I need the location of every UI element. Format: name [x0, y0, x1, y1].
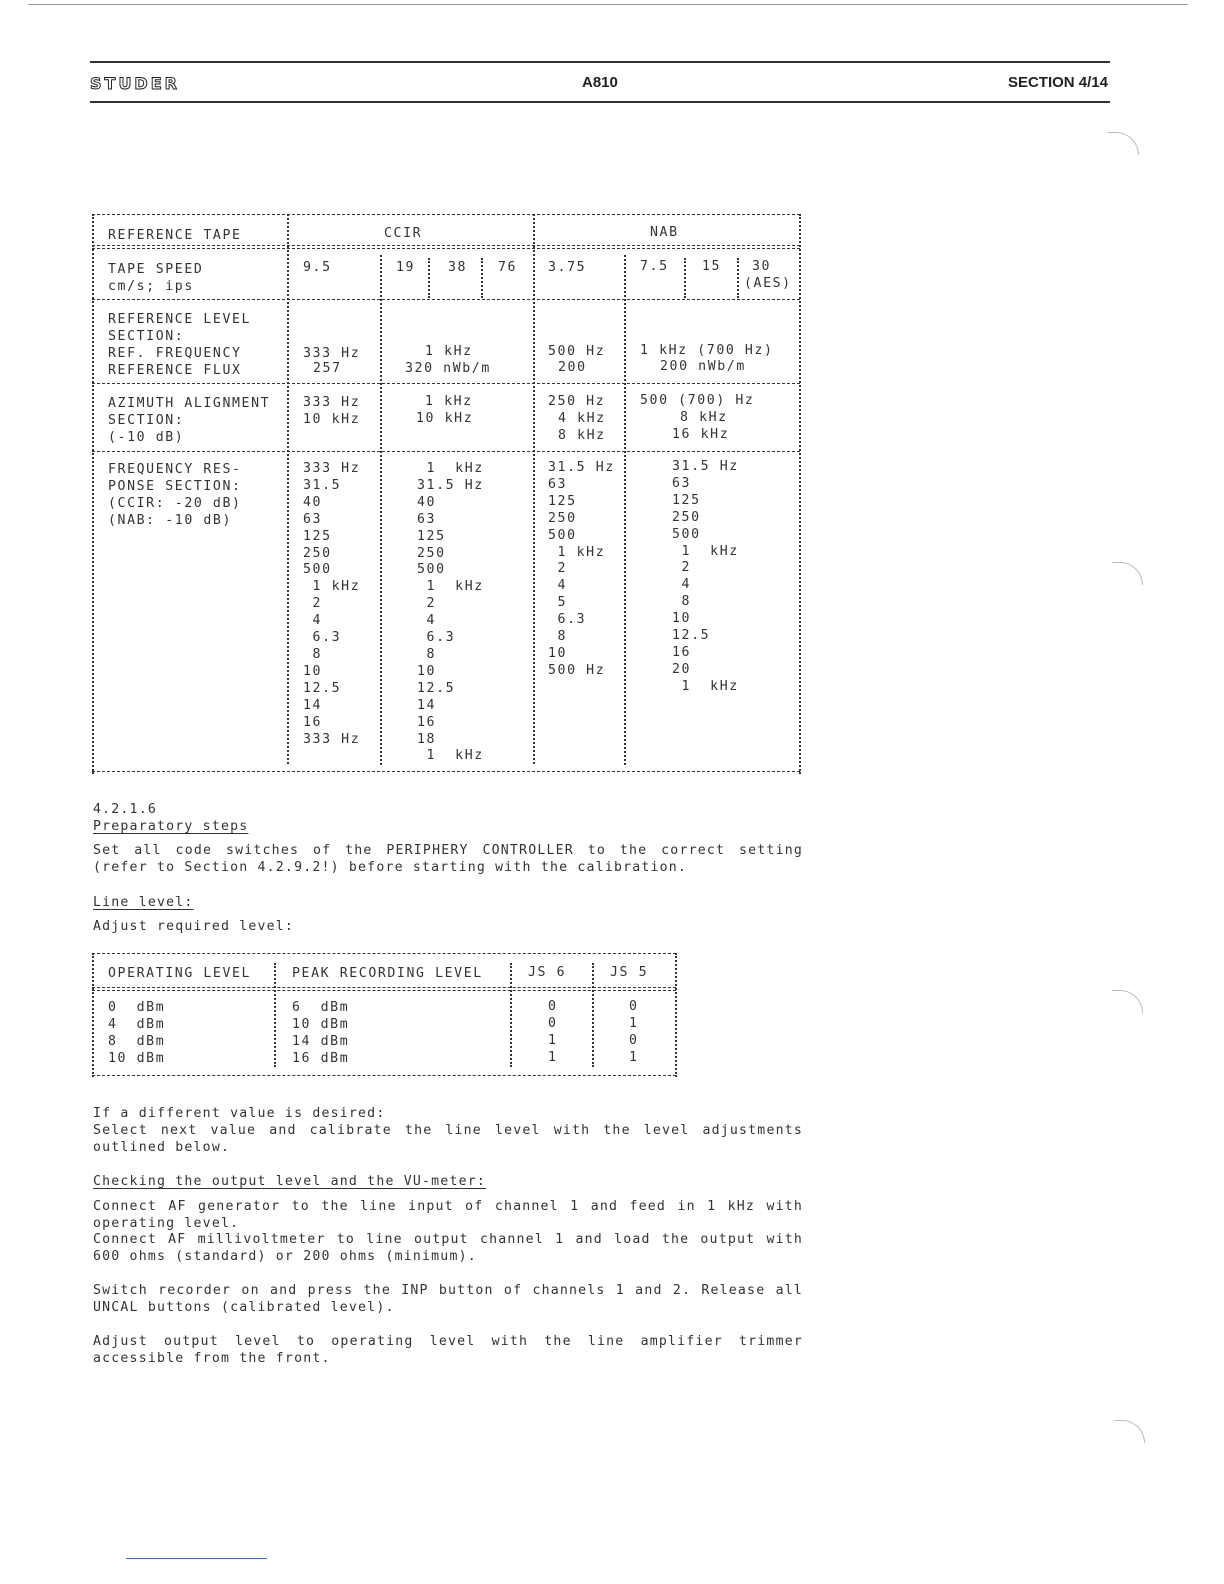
level-divider-1 [274, 963, 276, 1067]
table-divider-ccir-nab [533, 214, 535, 764]
speed-ccir-9-5: 9.5 [303, 260, 332, 275]
binder-hole-mark [1114, 1420, 1145, 1443]
section-number: SECTION 4/14 [1007, 74, 1108, 91]
level-row-2-js6: 0 [548, 1016, 558, 1031]
checking-output-heading: Checking the output level and the VU-meter: [93, 1174, 487, 1189]
header-top-rule [90, 61, 1110, 63]
level-row-4-js5: 1 [629, 1050, 639, 1065]
speed-nab-7-5: 7.5 [640, 259, 669, 274]
level-rule-top [92, 953, 676, 954]
level-divider-3 [592, 963, 594, 1067]
ref-ccir-1-flux: 257 [313, 361, 342, 376]
speed-nab-aes: (AES) [744, 276, 792, 291]
level-rule-header-double [92, 987, 676, 991]
tape-speed-units: cm/s; ips [108, 279, 194, 294]
ref-ccir-1-freq: 333 Hz [303, 346, 361, 361]
level-row-1-js6: 0 [548, 999, 558, 1014]
ref-nab-2-freq: 1 kHz (700 Hz) [640, 343, 774, 358]
select-next-paragraph: Select next value and calibrate the line level with the level adjustments outlined below. [93, 1123, 803, 1155]
table-divider-ccir [380, 255, 382, 765]
tape-speed-label: TAPE SPEED [108, 262, 204, 277]
studer-logo: STUDER [90, 74, 180, 93]
freq-ccir-2-list: 1 kHz 31.5 Hz 40 63 125 250 500 1 kHz 2 4 6.3 8 10 12.5 14 16 18 1 kHz [417, 461, 484, 764]
header-nab: NAB [650, 225, 679, 240]
speed-divider-1 [428, 258, 430, 298]
level-row-3-peak: 14 dBm [292, 1034, 350, 1049]
level-header-peak: PEAK RECORDING LEVEL [292, 966, 483, 981]
azimuth-nab-1-a: 250 Hz [548, 394, 606, 409]
table-rule-reference [92, 383, 800, 384]
freq-nab-2-list: 31.5 Hz 63 125 250 500 1 kHz 2 4 8 10 12.5 16 20 1 kHz [672, 459, 739, 694]
level-row-3-js5: 0 [629, 1033, 639, 1048]
level-row-2-js5: 1 [629, 1016, 639, 1031]
freq-label-4: (NAB: -10 dB) [108, 513, 233, 528]
level-border-right [675, 953, 677, 1077]
azimuth-label-3: (-10 dB) [108, 430, 185, 445]
adjust-output-paragraph: Adjust output level to operating level with the line amplifier trimmer accessible from the front. [93, 1334, 803, 1366]
ref-nab-1-flux: 200 [558, 360, 587, 375]
table-rule-bottom [92, 771, 800, 772]
adjust-required-level: Adjust required level: [93, 919, 295, 934]
speed-nab-15: 15 [702, 259, 722, 274]
freq-label-1: FREQUENCY RES- [108, 462, 242, 477]
header-reference-tape: REFERENCE TAPE [108, 228, 242, 243]
scan-edge-line [28, 4, 1188, 5]
azimuth-ccir-1-b: 10 kHz [303, 412, 361, 427]
azimuth-nab-1-b: 4 kHz [558, 411, 606, 426]
level-row-4-op: 10 dBm [108, 1051, 166, 1066]
switch-recorder-paragraph: Switch recorder on and press the INP button of channels 1 and 2. Release all UNCAL buttons (calibrated level). [93, 1283, 803, 1315]
freq-label-2: PONSE SECTION: [108, 479, 242, 494]
ref-level-label-2: SECTION: [108, 329, 185, 344]
level-header-operating: OPERATING LEVEL [108, 966, 252, 981]
level-header-js5: JS 5 [610, 965, 649, 980]
speed-nab-3-75: 3.75 [548, 260, 587, 275]
binder-hole-mark [1108, 132, 1139, 155]
ref-ccir-2-flux: 320 nWb/m [405, 361, 491, 376]
different-value-text: If a different value is desired: [93, 1106, 386, 1121]
binder-hole-mark [1112, 990, 1143, 1013]
azimuth-nab-2-b: 8 kHz [680, 410, 728, 425]
level-divider-2 [510, 963, 512, 1067]
azimuth-nab-2-c: 16 kHz [672, 427, 730, 442]
level-rule-bottom [92, 1075, 676, 1076]
table-border-right [799, 214, 801, 774]
azimuth-nab-1-c: 8 kHz [558, 428, 606, 443]
speed-nab-30: 30 [752, 259, 772, 274]
azimuth-label-1: AZIMUTH ALIGNMENT [108, 396, 271, 411]
speed-divider-3 [684, 258, 686, 298]
ref-level-label-4: REFERENCE FLUX [108, 363, 242, 378]
section-number-4-2-1-6: 4.2.1.6 [93, 802, 157, 817]
binder-hole-mark [1112, 562, 1143, 585]
model-number: A810 [582, 74, 618, 91]
speed-ccir-38: 38 [448, 260, 468, 275]
preparatory-steps-heading: Preparatory steps [93, 819, 249, 834]
level-row-4-js6: 1 [548, 1050, 558, 1065]
table-divider-label [287, 214, 289, 764]
scan-blue-line [126, 1558, 267, 1559]
level-row-3-js6: 1 [548, 1033, 558, 1048]
ref-level-label-1: REFERENCE LEVEL [108, 312, 252, 327]
line-level-heading: Line level: [93, 895, 194, 910]
level-row-1-op: 0 dBm [108, 1000, 166, 1015]
level-row-2-peak: 10 dBm [292, 1017, 350, 1032]
freq-nab-1-list: 31.5 Hz 63 125 250 500 1 kHz 2 4 5 6.3 8 10 500 Hz [548, 460, 615, 678]
speed-ccir-76: 76 [498, 260, 518, 275]
connect-millivoltmeter-paragraph: Connect AF millivoltmeter to line output channel 1 and load the output with 600 ohms (standard) or 200 ohms (minimum). [93, 1232, 803, 1264]
header-ccir: CCIR [384, 226, 423, 241]
periphery-paragraph: Set all code switches of the PERIPHERY CONTROLLER to the correct setting (refer to Section 4.2.9.2!) before starting with the calibration. [93, 843, 803, 875]
ref-nab-2-flux: 200 nWb/m [660, 359, 746, 374]
level-row-2-op: 4 dBm [108, 1017, 166, 1032]
azimuth-nab-2-a: 500 (700) Hz [640, 393, 755, 408]
header-bottom-rule [90, 101, 1110, 103]
table-rule-speed [92, 299, 800, 300]
azimuth-ccir-2-b: 10 kHz [416, 411, 474, 426]
level-row-3-op: 8 dBm [108, 1034, 166, 1049]
level-border-left [92, 953, 94, 1077]
freq-ccir-1-list: 333 Hz 31.5 40 63 125 250 500 1 kHz 2 4 6.3 8 10 12.5 14 16 333 Hz [303, 461, 361, 747]
azimuth-label-2: SECTION: [108, 413, 185, 428]
ref-level-label-3: REF. FREQUENCY [108, 346, 242, 361]
level-row-1-js5: 0 [629, 999, 639, 1014]
ref-nab-1-freq: 500 Hz [548, 344, 606, 359]
azimuth-ccir-2-a: 1 kHz [425, 394, 473, 409]
table-rule-azimuth [92, 451, 800, 452]
level-header-js6: JS 6 [528, 965, 567, 980]
azimuth-ccir-1-a: 333 Hz [303, 395, 361, 410]
level-row-4-peak: 16 dBm [292, 1051, 350, 1066]
freq-label-3: (CCIR: -20 dB) [108, 496, 242, 511]
ref-ccir-2-freq: 1 kHz [425, 344, 473, 359]
speed-divider-2 [481, 258, 483, 298]
speed-ccir-19: 19 [396, 260, 416, 275]
table-rule-header-double [92, 245, 800, 249]
table-divider-nab [624, 255, 626, 765]
level-row-1-peak: 6 dBm [292, 1000, 350, 1015]
table-border-left [92, 214, 94, 774]
speed-divider-4 [737, 258, 739, 298]
table-rule-top [92, 214, 800, 215]
connect-generator-paragraph: Connect AF generator to the line input of channel 1 and feed in 1 kHz with operating level. [93, 1199, 803, 1231]
